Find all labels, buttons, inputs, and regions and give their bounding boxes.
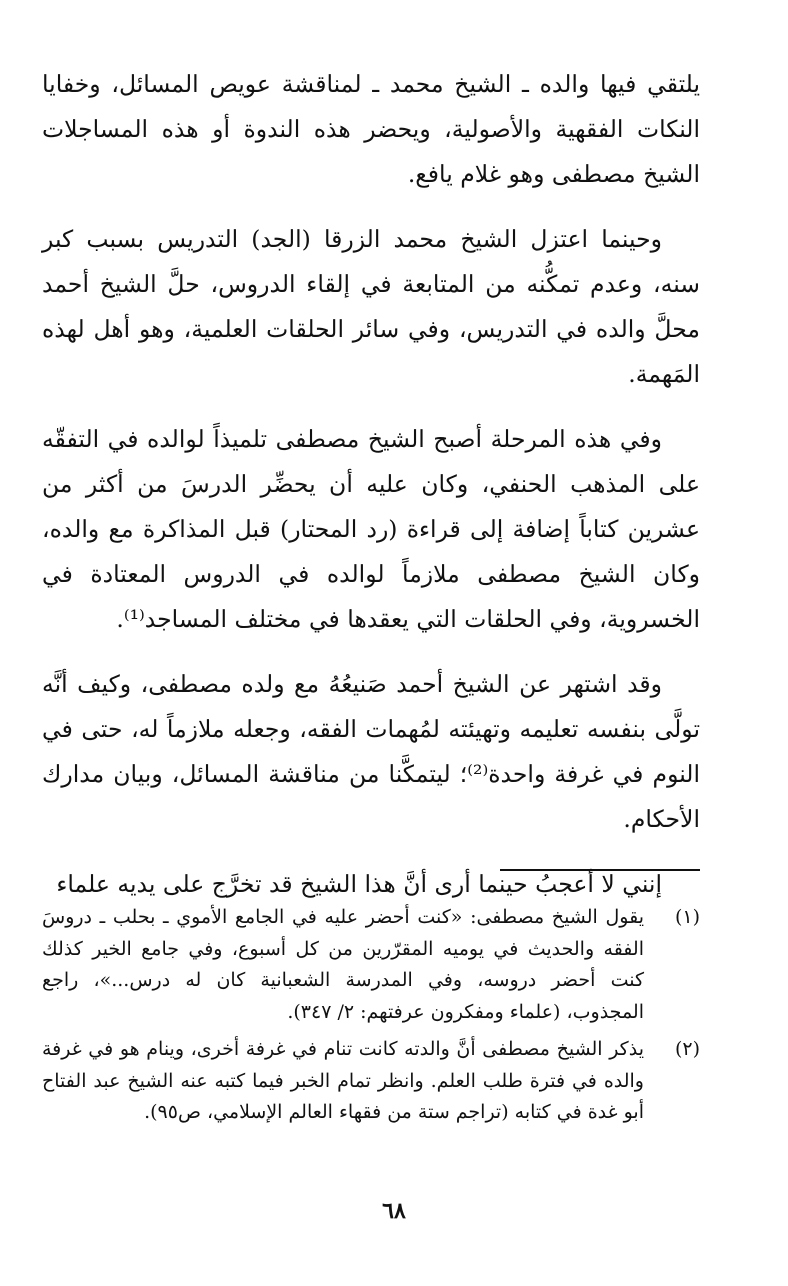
- paragraph-5: إنني لا أعجبُ حينما أرى أنَّ هذا الشيخ قد تخرَّج على يديه علماء: [56, 870, 662, 898]
- main-text: [42, 62, 700, 927]
- footnote-1: [42, 902, 700, 1028]
- footnote-text-1: يقول الشيخ مصطفى: «كنت أحضر عليه في الجامع الأموي ـ بحلب ـ دروسَ الفقه والحديث في يوميه المقرّرين من كل أسبوع، وفي جامع الخير كذلك كنت أحضر دروسه، وفي المدرسة الشعبانية كان له درس...»، راجع المجذوب، (علماء ومفكرون عرفتهم: ٢/ ٣٤٧).: [42, 906, 644, 1023]
- footnotes: [42, 902, 700, 1135]
- paragraph-1: يلتقي فيها والده ـ الشيخ محمد ـ لمناقشة عويص المسائل، وخفايا النكات الفقهية والأصولية، ويحضر هذه الندوة أو هذه المساجلات الشيخ مصطفى وهو غلام يافع.: [42, 70, 700, 188]
- footnote-2: [42, 1034, 700, 1129]
- footnote-text-2: يذكر الشيخ مصطفى أنَّ والدته كانت تنام في غرفة أخرى، وينام هو في غرفة والده في فترة طلب العلم. وانظر تمام الخبر فيما كتبه عنه الشيخ عبد الفتاح أبو غدة في كتابه (تراجم ستة من فقهاء العالم الإسلامي، ص٩٥).: [42, 1038, 644, 1123]
- page-number: ٦٨: [382, 1198, 406, 1224]
- paragraph-3: وفي هذه المرحلة أصبح الشيخ مصطفى تلميذاً لوالده في التفقّه على المذهب الحنفي، وكان عليه أن يحضِّر الدرسَ من أكثر من عشرين كتاباً إضافة إلى قراءة (رد المحتار) قبل المذاكرة مع والده، وكان الشيخ مصطفى ملازماً لوالده في الدروس المعتادة في الخسروية، وفي الحلقات التي يعقدها في مختلف المساجد⁽¹⁾.: [42, 425, 700, 633]
- footnote-marker-1: (١): [674, 906, 700, 928]
- footnote-marker-2: (٢): [674, 1038, 700, 1060]
- paragraph-4: وقد اشتهر عن الشيخ أحمد صَنيعُهُ مع ولده مصطفى، وكيف أنَّه تولَّى بنفسه تعليمه وتهيئته لمُهمات الفقه، وجعله ملازماً له، حتى في النوم في غرفة واحدة⁽²⁾؛ ليتمكَّنا من مناقشة المسائل، وبيان مدارك الأحكام.: [42, 670, 700, 833]
- footnote-divider: [500, 869, 700, 871]
- paragraph-2: وحينما اعتزل الشيخ محمد الزرقا (الجد) التدريس بسبب كبر سنه، وعدم تمكُّنه من المتابعة في إلقاء الدروس، حلَّ الشيخ أحمد محلَّ والده في التدريس، وفي سائر الحلقات العلمية، وهو أهل لهذه المَهمة.: [42, 225, 700, 388]
